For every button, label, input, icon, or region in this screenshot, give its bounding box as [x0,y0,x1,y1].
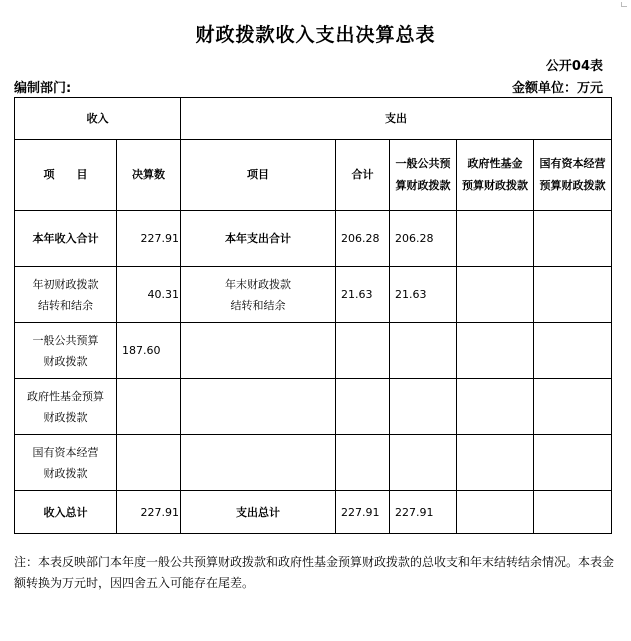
table-row [15,267,612,323]
budget-table [14,97,612,534]
header-row-2 [15,140,612,211]
gov-fund-header: 政府性基金 预算财政拨款 [457,140,534,211]
expense-gov-fund [457,379,534,435]
expense-total: 227.91 [336,491,390,534]
income-label: 收入总计 [15,491,117,534]
income-value [117,435,181,491]
header-row-1 [15,98,612,140]
expense-label [181,379,336,435]
total-header: 合计 [336,140,390,211]
page-title: 财政拨款收入支出决算总表 [195,24,436,46]
expense-total: 21.63 [336,267,390,323]
expense-total [336,323,390,379]
expense-state-capital [534,323,612,379]
footnote: 注：本表反映部门本年度一般公共预算财政拨款和政府性基金预算财政拨款的总收支和年末结转结余情况。本表金额转换为万元时，因四舍五入可能存在尾差。 [14,555,615,590]
income-value: 227.91 [117,491,181,534]
table-row [15,435,612,491]
income-label: 一般公共预算 财政拨款 [15,323,117,379]
expense-gov-fund [457,435,534,491]
table-row [15,379,612,435]
expense-gov-fund [457,491,534,534]
income-label: 政府性基金预算 财政拨款 [15,379,117,435]
expense-state-capital [534,211,612,267]
expense-general [390,435,457,491]
expense-label: 本年支出合计 [181,211,336,267]
income-header: 收入 [15,98,181,140]
expense-total: 206.28 [336,211,390,267]
expense-label [181,323,336,379]
expense-header: 支出 [181,98,612,140]
income-label: 本年收入合计 [15,211,117,267]
paragraph-mark [621,2,627,7]
expense-general: 21.63 [390,267,457,323]
expense-state-capital [534,379,612,435]
final-amount-header: 决算数 [117,140,181,211]
form-number: 公开04表 [545,59,603,74]
expense-item-header: 项目 [181,140,336,211]
expense-label: 支出总计 [181,491,336,534]
expense-general [390,379,457,435]
table-row [15,211,612,267]
department-label: 编制部门: [14,81,72,96]
income-label: 国有资本经营 财政拨款 [15,435,117,491]
unit-label: 金额单位：万元 [511,81,603,96]
expense-general [390,323,457,379]
general-budget-header: 一般公共预 算财政拨款 [390,140,457,211]
expense-label [181,435,336,491]
expense-gov-fund [457,211,534,267]
table-row [15,323,612,379]
expense-gov-fund [457,323,534,379]
income-value: 40.31 [117,267,181,323]
table-row [15,491,612,534]
expense-general: 227.91 [390,491,457,534]
income-label: 年初财政拨款 结转和结余 [15,267,117,323]
expense-gov-fund [457,267,534,323]
expense-state-capital [534,491,612,534]
expense-label: 年末财政拨款 结转和结余 [181,267,336,323]
expense-general: 206.28 [390,211,457,267]
state-capital-header: 国有资本经营 预算财政拨款 [534,140,612,211]
expense-state-capital [534,435,612,491]
expense-total [336,379,390,435]
expense-total [336,435,390,491]
income-value: 187.60 [117,323,181,379]
item-header: 项 目 [15,140,117,211]
income-value: 227.91 [117,211,181,267]
expense-state-capital [534,267,612,323]
income-value [117,379,181,435]
